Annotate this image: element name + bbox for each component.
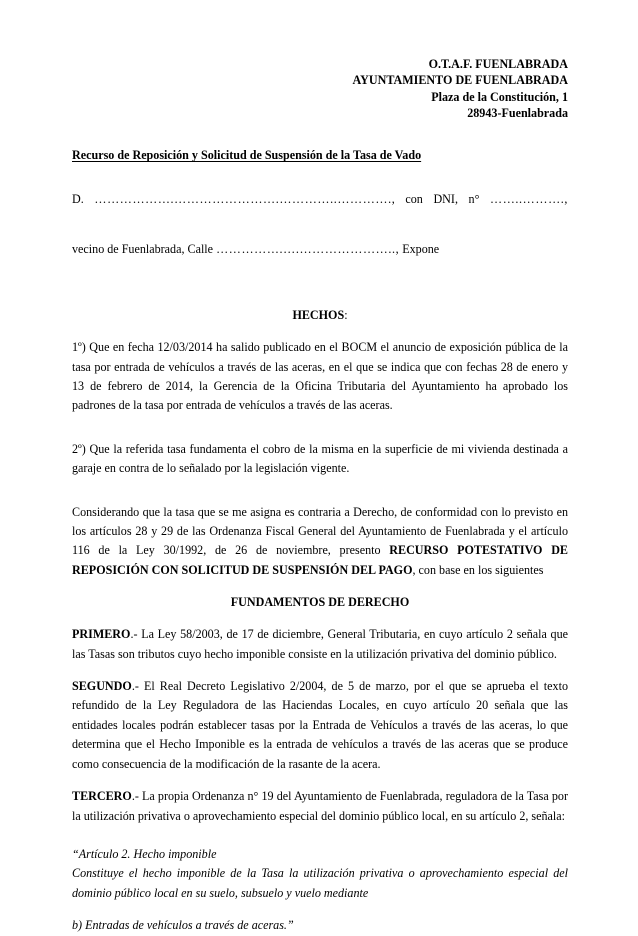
- form-name-field[interactable]: ……………….…………………….…………..………….: [94, 192, 392, 207]
- page-content: [72, 0, 568, 936]
- form-address-label: vecino de Fuenlabrada, Calle: [72, 242, 217, 257]
- section-heading-hechos-text: HECHOS: [292, 308, 345, 323]
- fundamento-text-primero: .- La Ley 58/2003, de 17 de diciembre, General Tributaria, en cuyo artículo 2 señala que las Tasas son tributos cuyo hecho imponible consiste en la utilización privativa del dominio público.: [72, 627, 568, 661]
- letterhead-line-organization: O.T.A.F. FUENLABRADA: [428, 57, 568, 71]
- fundamento-text-segundo: .- El Real Decreto Legislativo 2/2004, de 5 de marzo, por el que se aprueba el texto refundido de la Ley Reguladora de las Haciendas Locales, en cuyo artículo 20 señala que las entidades locales podrán establecer tasas por la Entrada de Vehículos a través de las aceras, lo que determina que el Hecho Imponible es la entrada de vehículos a través de las aceras que se produce como consecuencia de la modificación de la rasante de la acera.: [72, 679, 568, 771]
- letterhead-line-postalcode: 28943-Fuenlabrada: [467, 105, 568, 120]
- fundamento-lead-tercero: TERCERO: [72, 789, 132, 804]
- considerando-text-after: , con base en los siguientes: [412, 562, 544, 577]
- fundamento-lead-segundo: SEGUNDO: [72, 679, 132, 694]
- letterhead-line-council: AYUNTAMIENTO DE FUENLABRADA: [352, 73, 568, 88]
- fundamento-item-primero: [72, 625, 568, 664]
- form-dni-field[interactable]: ……..……….,: [490, 192, 569, 207]
- fundamento-text-tercero: .- La propia Ordenanza n° 19 del Ayuntamiento de Fuenlabrada, reguladora de la Tasa por la utilización privativa o aprovechamiento especial del dominio público local, en su artículo 2, señala:: [72, 789, 568, 823]
- section-heading-hechos-colon: :: [344, 308, 348, 323]
- form-expone-label: Expone: [399, 242, 440, 257]
- form-line-address: [72, 237, 568, 287]
- fundamento-lead-primero: PRIMERO: [72, 627, 131, 642]
- section-heading-hechos: [72, 306, 568, 325]
- ordinance-quote-body: Constituye el hecho imponible de la Tasa la utilización privativa o aprovechamiento especial del dominio público local en su suelo, subsuelo y vuelo mediante: [72, 866, 568, 900]
- fundamento-item-segundo: [72, 677, 568, 774]
- ordinance-quote-item-b: b) Entradas de vehículos a través de aceras.”: [72, 918, 294, 933]
- considerando-text-before: Considerando que la tasa que se me asigna es contraria a Derecho, de conformidad con lo previsto en los artículos 28 y 29 de las Ordenanza Fiscal General del Ayuntamiento de Fuenlabrada y el artículo 116 de la Ley 30/1992, de 26 de noviembre, presento: [72, 504, 568, 558]
- fundamento-item-tercero: [72, 787, 568, 826]
- form-line-name-dni: D. ……………….…………………….…………..…………., con DNI, n° ……..……….,: [72, 192, 569, 207]
- document-title: Recurso de Reposición y Solicitud de Suspensión de la Tasa de Vado: [72, 148, 422, 163]
- section-heading-fundamentos: FUNDAMENTOS DE DERECHO: [230, 595, 410, 610]
- hechos-paragraph-1: 1º) Que en fecha 12/03/2014 ha salido publicado en el BOCM el anuncio de exposición pública de la tasa por entrada de vehículos a través de las aceras, en el que se indica que con fechas 28 de enero y 13 de febrero de 2014, la Gerencia de la Oficina Tributaria del Ayuntamiento ha aprobado los padrones de la tasa por entrada de vehículos a través de las aceras.: [72, 340, 568, 413]
- letterhead-line-address: Plaza de la Constitución, 1: [431, 89, 568, 104]
- ordinance-quote-heading: “Artículo 2. Hecho imponible: [72, 846, 217, 861]
- form-salutation-label: D.: [72, 192, 84, 207]
- considerando-paragraph: [72, 503, 568, 581]
- hechos-paragraph-2: 2º) Que la referida tasa fundamenta el cobro de la misma en la superficie de mi vivienda destinada a garaje en contra de lo señalado por la legislación vigente.: [72, 441, 568, 476]
- considerando-bold-claim: RECURSO POTESTATIVO DE REPOSICIÓN CON SOLICITUD DE SUSPENSIÓN DEL PAGO: [72, 543, 568, 577]
- letterhead: [72, 56, 568, 121]
- form-dni-label: con DNI, n°: [405, 192, 491, 207]
- form-address-field[interactable]: …………….….…………………..,: [216, 242, 400, 257]
